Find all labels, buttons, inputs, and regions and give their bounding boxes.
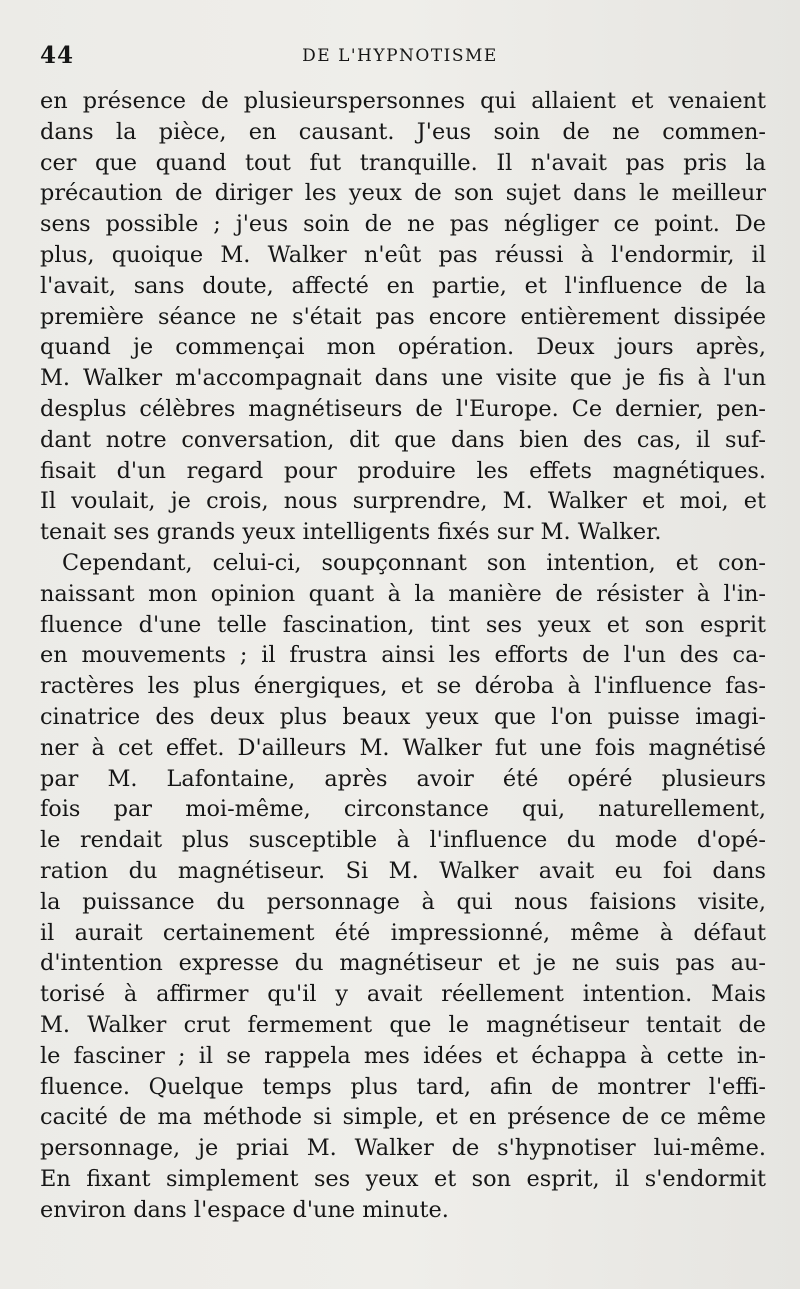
text-line: personnage, je priai M. Walker de s'hypnotiser lui-même. — [40, 1135, 766, 1162]
running-head: DE L'HYPNOTISME — [302, 46, 498, 66]
text-line: dant notre conversation, dit que dans bien des cas, il suf- — [40, 426, 766, 453]
text-line: ration du magnétiseur. Si M. Walker avait eu foi dans — [40, 857, 766, 884]
page-number: 44 — [40, 42, 75, 69]
text-line: ner à cet effet. D'ailleurs M. Walker fut une fois magnétisé — [40, 734, 766, 761]
text-line: dans la pièce, en causant. J'eus soin de ne commen- — [40, 118, 766, 145]
text-line: plus, quoique M. Walker n'eût pas réussi à l'endormir, il — [40, 241, 766, 268]
text-line: le rendait plus susceptible à l'influence du mode d'opé- — [40, 827, 766, 854]
text-line: tenait ses grands yeux intelligents fixés sur M. Walker. — [40, 519, 662, 546]
text-line: première séance ne s'était pas encore entièrement dissipée — [40, 303, 766, 330]
text-line: par M. Lafontaine, après avoir été opéré plusieurs — [40, 765, 766, 792]
body-text — [40, 86, 766, 1225]
text-line: desplus célèbres magnétiseurs de l'Europe. Ce dernier, pen- — [40, 395, 766, 422]
text-line: M. Walker crut fermement que le magnétiseur tentait de — [40, 1011, 766, 1038]
page-header — [40, 42, 760, 72]
text-line: En fixant simplement ses yeux et son esprit, il s'endormit — [40, 1165, 766, 1192]
text-line: fluence d'une telle fascination, tint ses yeux et son esprit — [40, 611, 766, 638]
text-line: il aurait certainement été impressionné, même à défaut — [40, 919, 766, 946]
text-line: fois par moi-même, circonstance qui, naturellement, — [40, 796, 766, 823]
text-line: M. Walker m'accompagnait dans une visite que je fis à l'un — [40, 365, 766, 392]
text-line: fluence. Quelque temps plus tard, afin de montrer l'effi- — [40, 1073, 766, 1100]
text-line: cacité de ma méthode si simple, et en présence de ce même — [40, 1104, 766, 1131]
text-line: cinatrice des deux plus beaux yeux que l'on puisse imagi- — [40, 703, 766, 730]
text-line: l'avait, sans doute, affecté en partie, et l'influence de la — [40, 272, 766, 299]
paragraph-1 — [40, 86, 766, 548]
text-line: environ dans l'espace d'une minute. — [40, 1196, 449, 1223]
text-line: la puissance du personnage à qui nous faisions visite, — [40, 888, 766, 915]
text-line: fisait d'un regard pour produire les effets magnétiques. — [40, 457, 766, 484]
text-line: quand je commençai mon opération. Deux jours après, — [40, 334, 766, 361]
text-line: d'intention expresse du magnétiseur et je ne suis pas au- — [40, 950, 766, 977]
text-line: naissant mon opinion quant à la manière de résister à l'in- — [40, 580, 766, 607]
text-line: en présence de plusieurspersonnes qui allaient et venaient — [40, 88, 766, 114]
text-line: précaution de diriger les yeux de son sujet dans le meilleur — [40, 180, 766, 207]
text-line: en mouvements ; il frustra ainsi les efforts de l'un des ca- — [40, 642, 766, 669]
paragraph-2 — [40, 548, 766, 1226]
text-line: cer que quand tout fut tranquille. Il n'avait pas pris la — [40, 149, 766, 176]
text-line: ractères les plus énergiques, et se déroba à l'influence fas- — [40, 673, 766, 700]
text-line: Il voulait, je crois, nous surprendre, M. Walker et moi, et — [40, 488, 766, 515]
text-line: torisé à affirmer qu'il y avait réellement intention. Mais — [40, 981, 766, 1008]
text-line: Cependant, celui-ci, soupçonnant son intention, et con- — [62, 549, 766, 576]
text-line: sens possible ; j'eus soin de ne pas négliger ce point. De — [40, 211, 766, 238]
text-line: le fasciner ; il se rappela mes idées et échappa à cette in- — [40, 1042, 766, 1069]
